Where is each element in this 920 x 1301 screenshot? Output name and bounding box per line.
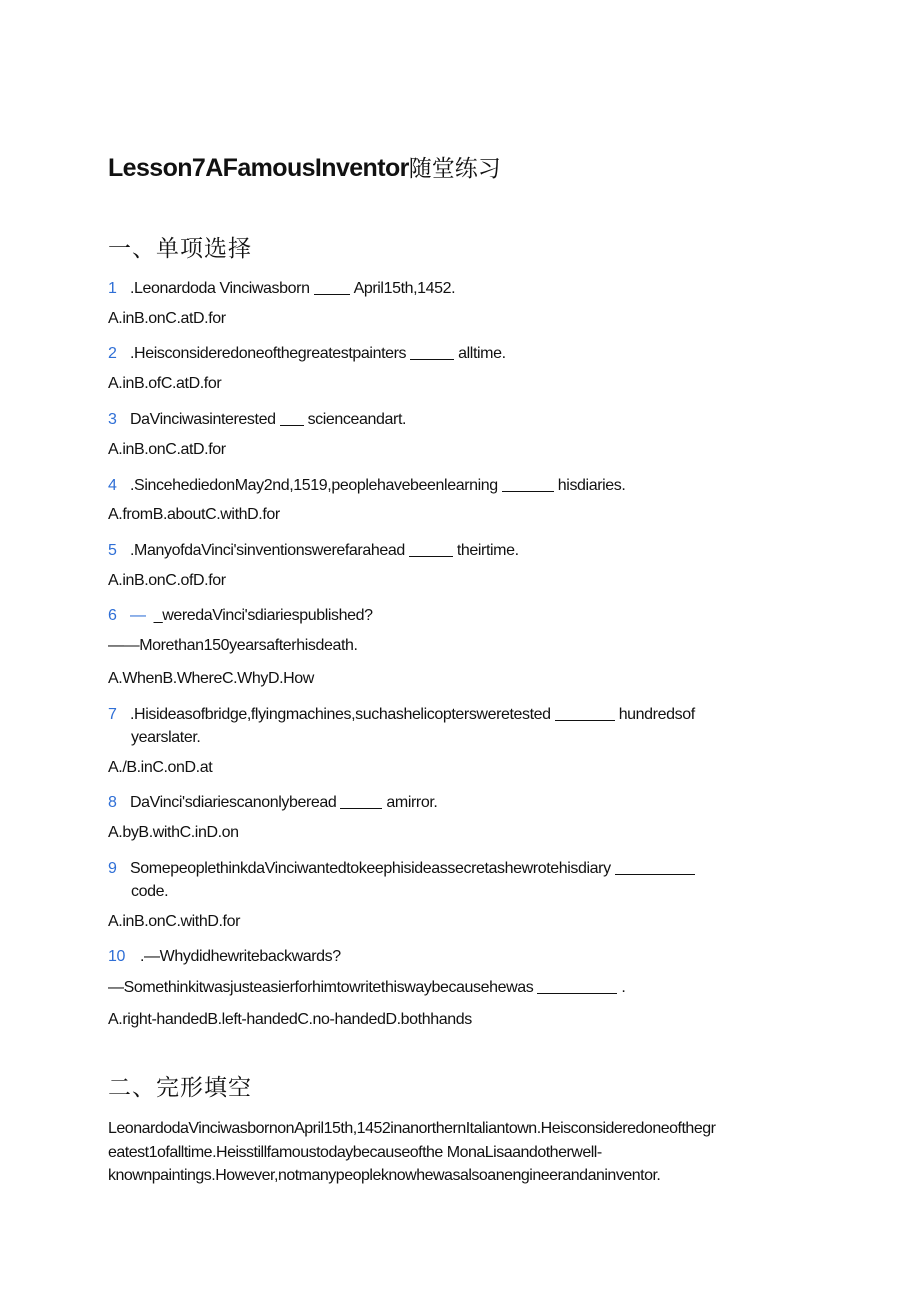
question-text-end: hisdiaries. (557, 477, 626, 494)
section-heading-multiple-choice: 一、单项选择 (108, 236, 252, 262)
question-text-end: alltime. (458, 345, 506, 362)
question-2-options: A.inB.ofC.atD.for (108, 375, 222, 392)
title-english: Lesson7AFamousInventor (108, 154, 409, 182)
question-6-options: A.WhenB.WhereC.WhyD.How (108, 670, 314, 687)
question-text: .Hisideasofbridge,flyingmachines,suchashelicoptersweretested (130, 706, 551, 723)
question-10-answer-text: —Somethinkitwasjusteasierforhimtowritethiswaybecausehewas (108, 979, 534, 996)
question-8 (108, 791, 437, 814)
question-5 (108, 539, 519, 562)
question-text: _weredaVinci'sdiariespublished? (153, 607, 373, 624)
question-1-options: A.inB.onC.atD.for (108, 310, 226, 327)
question-number: 10 (108, 948, 125, 965)
passage-line: LeonardodaVinciwasbornonApril15th,1452inanorthernItaliantown.Heisconsideredoneofthegr (108, 1120, 716, 1137)
question-text-end: amirror. (386, 794, 438, 811)
cloze-passage (108, 1117, 808, 1188)
question-7 (108, 703, 695, 746)
answer-blank (409, 555, 453, 557)
page-title (108, 150, 501, 183)
question-9-options: A.inB.onC.withD.for (108, 913, 241, 930)
question-text-continued: code. (131, 883, 169, 900)
question-10-answer-line (108, 979, 625, 997)
question-number: 4 (108, 477, 117, 494)
question-text: .ManyofdaVinci'sinventionswerefarahead (130, 542, 405, 559)
question-number: 1 (108, 280, 117, 297)
question-text-end: theirtime. (456, 542, 519, 559)
question-text: .Heisconsideredoneofthegreatestpainters (130, 345, 407, 362)
title-chinese: 随堂练习 (408, 155, 501, 181)
question-text: .SincehediedonMay2nd,1519,peoplehavebeenlearning (130, 477, 498, 494)
question-10-options: A.right-handedB.left-handedC.no-handedD.bothhands (108, 1011, 472, 1028)
question-text: DaVinci'sdiariescanonlyberead (130, 794, 337, 811)
question-10-answer-end: . (621, 979, 626, 996)
question-text-end: April15th,1452. (353, 280, 456, 297)
question-text: .Leonardoda Vinciwasborn (130, 280, 310, 297)
answer-blank (280, 424, 304, 426)
answer-blank (410, 358, 454, 360)
question-1 (108, 277, 455, 300)
passage-line: eatest1ofalltime.Heisstillfamoustodaybecauseofthe MonaLisaandotherwell- (108, 1143, 602, 1161)
passage-line: knownpaintings.However,notmanypeopleknowhewasalsoanengineerandaninventor. (108, 1167, 661, 1184)
answer-blank (340, 807, 382, 809)
question-number: 6 (108, 607, 117, 624)
question-number: 7 (108, 706, 117, 723)
section-heading-cloze: 二、完形填空 (108, 1075, 252, 1101)
question-number: 5 (108, 542, 117, 559)
answer-blank (314, 293, 350, 295)
question-text: .—Whydidhewritebackwards? (140, 948, 341, 965)
question-4-options: A.fromB.aboutC.withD.for (108, 506, 280, 523)
question-2 (108, 342, 506, 365)
answer-blank (615, 873, 695, 875)
question-text-end: scienceandart. (307, 411, 407, 428)
question-text-continued: yearslater. (131, 729, 201, 746)
question-text: DaVinciwasinterested (130, 411, 276, 428)
question-5-options: A.inB.onC.ofD.for (108, 572, 226, 589)
question-number: 2 (108, 345, 117, 362)
question-number: 9 (108, 860, 117, 877)
answer-blank (537, 992, 617, 994)
question-3 (108, 408, 406, 431)
question-text: SomepeoplethinkdaVinciwantedtokeephisideassecretashewrotehisdiary (130, 860, 611, 877)
question-6-answer-line: ——Morethan150yearsafterhisdeath. (108, 637, 358, 654)
question-9 (108, 857, 699, 900)
question-8-options: A.byB.withC.inD.on (108, 824, 239, 841)
question-10 (108, 945, 341, 968)
question-text-end: hundredsof (618, 706, 695, 723)
question-4 (108, 474, 625, 497)
question-number: 8 (108, 794, 117, 811)
question-6 (108, 604, 373, 627)
question-dash: — (130, 607, 146, 624)
answer-blank (555, 719, 615, 721)
question-number: 3 (108, 411, 117, 428)
question-7-options: A./B.inC.onD.at (108, 759, 213, 776)
question-3-options: A.inB.onC.atD.for (108, 441, 226, 458)
answer-blank (502, 490, 554, 492)
